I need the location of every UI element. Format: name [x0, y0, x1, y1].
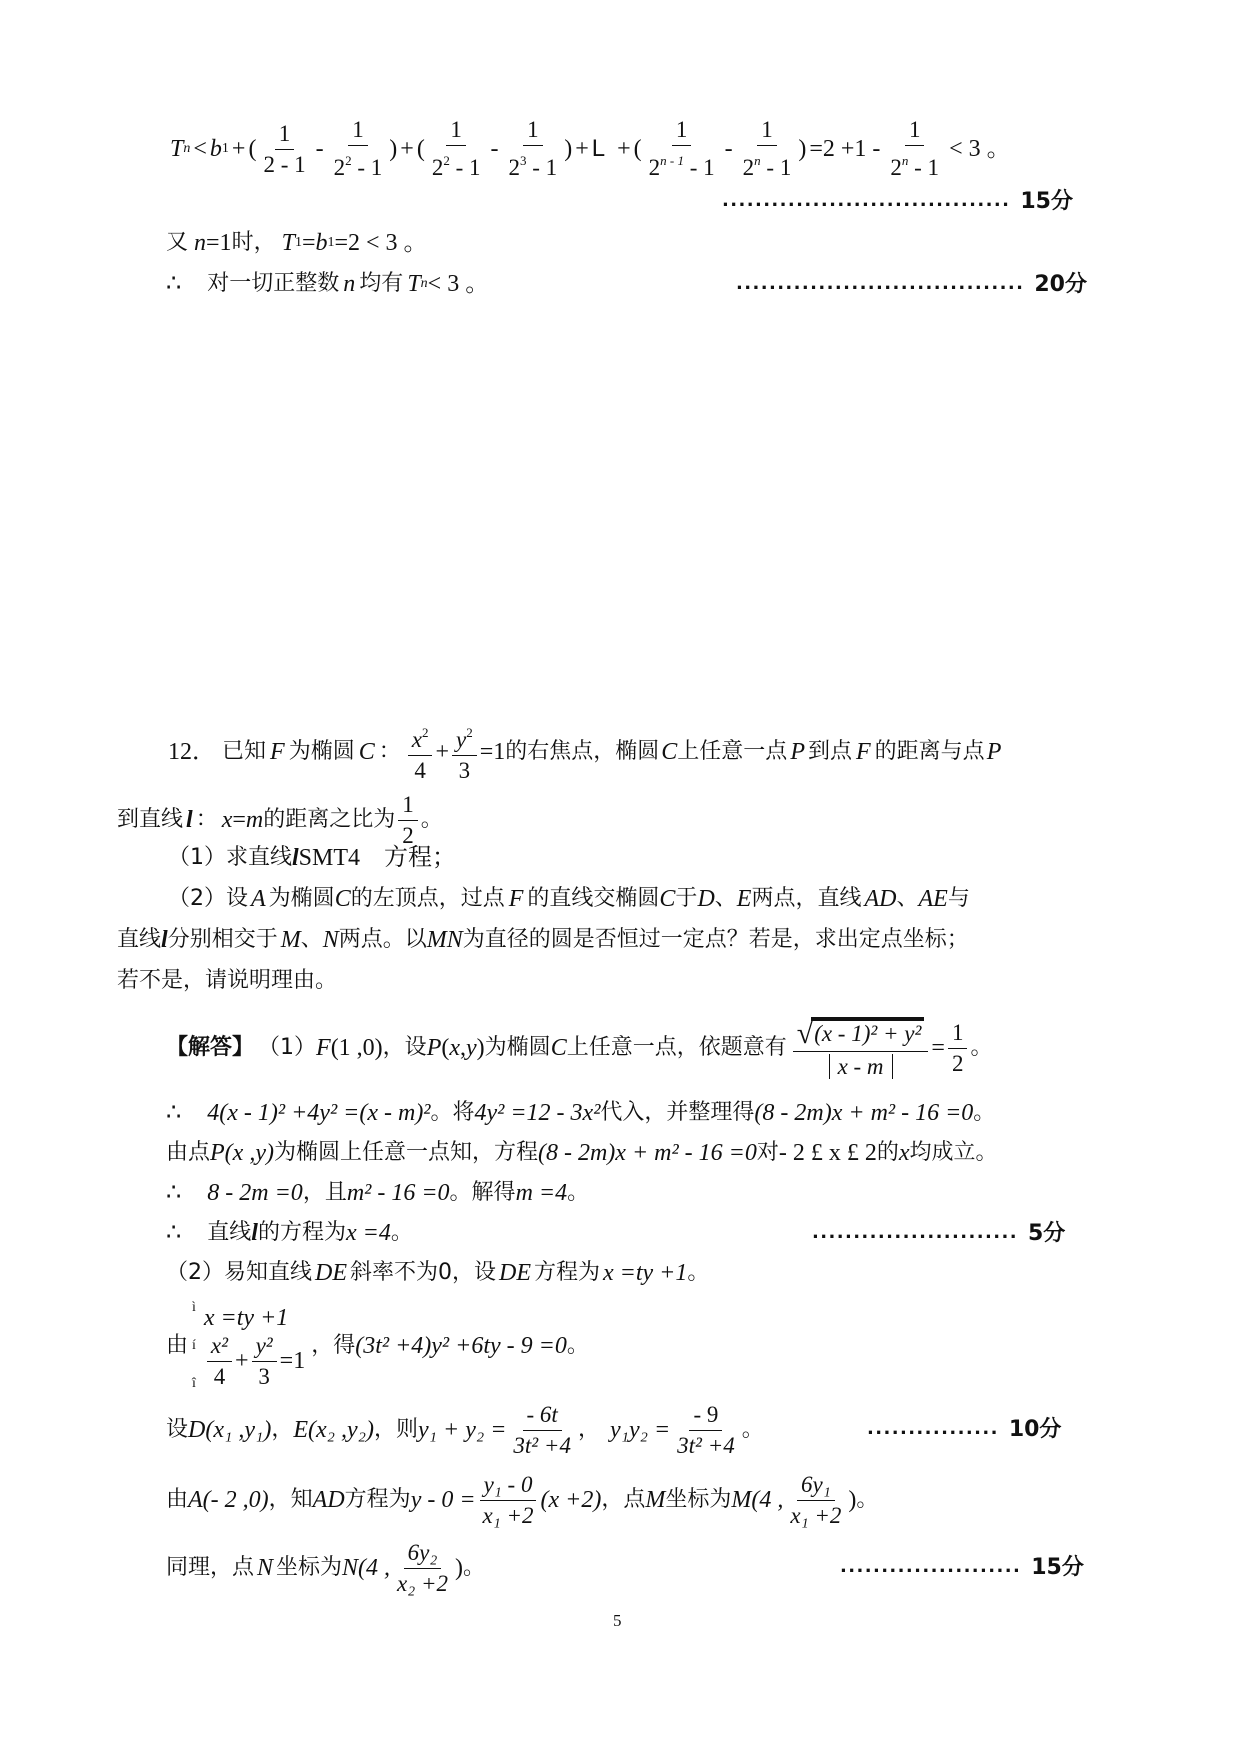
text: 为椭圆上任意一点知，方程 — [273, 1140, 538, 1165]
text: 两点，直线 — [751, 886, 862, 911]
range: - 2 £ x £ 2 — [778, 1140, 877, 1166]
b-symbol: b — [209, 136, 222, 162]
text: 、 — [714, 886, 737, 911]
distance-ratio-fraction — [793, 1017, 929, 1080]
text: 。解得 — [449, 1180, 516, 1205]
equation: x =ty +1 — [603, 1260, 688, 1286]
text: 由 — [166, 1333, 189, 1358]
text: 为椭圆 — [288, 739, 355, 764]
text: 已知 — [222, 739, 267, 764]
text: ： — [195, 807, 218, 832]
DE-symbol: DE — [499, 1260, 531, 1286]
text: 直线 — [207, 1220, 252, 1245]
fraction — [393, 1540, 452, 1597]
C-symbol: C — [358, 739, 375, 765]
denominator: x₁ +2 — [790, 1502, 842, 1528]
numerator: - 6t — [523, 1402, 562, 1431]
subscript: 1 — [327, 235, 335, 250]
equation: (8 - 2m)x + m² - 16 =0 — [754, 1100, 974, 1126]
equation: y₁ + y₂ = — [418, 1417, 507, 1443]
C-symbol: C — [334, 886, 351, 912]
text: 。 — [566, 1333, 589, 1358]
equation: =1 — [479, 739, 506, 765]
text: 。 — [970, 1035, 993, 1060]
denominator: 2 — [402, 822, 414, 848]
text: 到直线 — [117, 807, 184, 832]
score-label: 10分 — [1008, 1417, 1062, 1442]
E-symbol: E — [736, 886, 752, 912]
fraction — [428, 117, 485, 181]
denominator: $2^2 - 1$ — [431, 153, 481, 180]
C-symbol: C — [550, 1035, 567, 1061]
problem-12-line-1 — [168, 722, 1001, 782]
fraction — [330, 117, 387, 181]
C-symbol: C — [661, 739, 678, 765]
F-symbol: F — [316, 1035, 331, 1061]
text: 若不是，请说明理由。 — [117, 968, 338, 993]
text: 分别相交于 — [167, 927, 278, 952]
text: 。 — [420, 807, 443, 832]
subscript: 1 — [221, 141, 229, 156]
solution-part-2-line-1 — [166, 1258, 709, 1288]
text: 坐标为 — [665, 1487, 732, 1512]
equation: (3t² +4)y² +6ty - 9 =0 — [355, 1333, 567, 1359]
text: 的右焦点，椭圆 — [505, 739, 660, 764]
denominator: 3t² +4 — [513, 1432, 571, 1458]
fraction — [452, 720, 477, 784]
sqrt-icon: √ — [796, 1016, 814, 1050]
denominator: 3t² +4 — [677, 1432, 735, 1458]
A-point: A(- 2 ,0) — [188, 1487, 269, 1513]
inequality-line: T n < b 1 + ( $\frac{1}{2 - 1}$ - $\frac{1}{2^2 - 1}$ ) + ( $\frac{1}{2^2 - 1}$ - $\frac{1}{2^3 - 1}$ ) + L + ( $\frac{1}{2^{n - 1} - 1}$ - $\frac{1}{2^n - 1}$ ) =2 +1 - $\frac{1}{2^n - 1}$ < 3 。 — [170, 117, 1011, 180]
n-equals-1-line — [166, 228, 428, 258]
fraction — [673, 1402, 739, 1459]
C-symbol: C — [659, 886, 676, 912]
numerator: 6y₂ — [404, 1540, 442, 1569]
denominator: 2$^{n - 1}$ - 1 — [648, 153, 715, 180]
text: 。将 — [430, 1100, 475, 1125]
N-coordinate: N(4 , — [342, 1555, 391, 1581]
text: 到点 — [807, 739, 852, 764]
equation-system-line — [166, 1296, 589, 1396]
P-symbol: P — [426, 1035, 442, 1061]
numerator: 1 — [905, 117, 925, 146]
therefore-symbol: ∴ — [166, 1220, 182, 1246]
E-point: E(x₂ ,y₂) — [293, 1417, 374, 1443]
denominator: $2^3 - 1$ — [508, 153, 558, 180]
P-point: P(x ,y) — [210, 1140, 274, 1166]
score-label: 15分 — [1020, 189, 1073, 214]
vieta-line — [166, 1400, 764, 1460]
numerator: $y^2$ — [452, 720, 477, 756]
numerator: $x^2$ — [408, 720, 433, 756]
text: 的方程为 — [257, 1220, 346, 1245]
leader-dots: ...................... — [840, 1556, 1022, 1577]
part-2-question-line-3 — [117, 966, 337, 996]
text: ： — [378, 739, 401, 764]
fraction — [408, 720, 433, 784]
M-coordinate: M(4 , — [731, 1487, 784, 1513]
leader-dots: ......................... — [812, 1222, 1018, 1243]
absolute-value: x - m — [829, 1054, 893, 1079]
text: ，且 — [302, 1180, 347, 1205]
score-10 — [867, 1414, 1061, 1445]
equation: x =4 — [345, 1220, 391, 1246]
fraction — [786, 1472, 845, 1529]
solution-part-1-line-1: 【解答】 （1） F (1 ,0) ，设 P ( x , y ) 为椭圆 C 上任意一点，依题意有 √ (x - 1)² + y² x - m = $\frac{1}{2}$ 。 — [166, 1016, 993, 1079]
text: 由 — [166, 1487, 189, 1512]
denominator: 2 - 1 — [263, 151, 306, 177]
equation: (x +2) — [540, 1487, 602, 1513]
text: 。 — [973, 1100, 996, 1125]
therefore-symbol: ∴ — [166, 271, 182, 297]
text: 为直径的圆是否恒过一定点？若是，求出定点坐标； — [462, 927, 969, 952]
text: 坐标为 — [276, 1555, 343, 1580]
less-than: < — [193, 136, 207, 162]
coordinate: (1 ,0) — [330, 1035, 383, 1061]
numerator: 1 — [275, 121, 295, 150]
text: 对一切正整数 — [207, 271, 340, 296]
subscript: 1 — [294, 235, 302, 250]
l-symbol: l — [292, 845, 299, 871]
fraction — [252, 1333, 277, 1390]
text: 上任意一点，依题意有 — [566, 1035, 787, 1060]
point-N-line: 同理，点 N 坐标为 N(4 , $\frac{\text{6y₂}}{\text{x₂ +2}}$ ) 。 — [166, 1539, 486, 1596]
b-symbol: b — [315, 230, 328, 256]
text: 于 — [675, 886, 698, 911]
solution-line-4 — [166, 1178, 589, 1208]
point-M-line: 由 A(- 2 ,0) ，知 AD 方程为 y - 0 = $\frac{\text{y₁ - 0}}{\text{x₁ +2}}$ (x +2) ，点 M 坐标为 M(4 , $\frac{\text{6y₁}}{\text{x₁ +2}}$ ) 。 — [166, 1471, 879, 1528]
N-symbol: N — [322, 927, 339, 953]
text: ， — [577, 1417, 600, 1442]
fraction — [259, 121, 309, 178]
text: 上任意一点 — [677, 739, 788, 764]
text: 为椭圆 — [484, 1035, 551, 1060]
text: （2）易知直线 — [166, 1260, 312, 1285]
sqrt: √ (x - 1)² + y² — [797, 1017, 925, 1047]
M-symbol: M — [280, 927, 301, 953]
equals: = — [931, 1035, 945, 1061]
result-text: =2 +1 - — [809, 136, 881, 162]
conclusion-line — [166, 269, 489, 299]
text: ， — [271, 1417, 294, 1442]
equation: 4(x - 1)² +4y² =(x - m)² — [207, 1100, 431, 1126]
score-5 — [812, 1218, 1065, 1249]
text: ，得 — [311, 1333, 356, 1358]
equation: y - 0 = — [410, 1487, 476, 1513]
score-15 — [722, 186, 1073, 217]
equation: m =4 — [515, 1180, 568, 1206]
text: 方程为 — [344, 1487, 411, 1512]
numerator: 1 — [523, 117, 543, 146]
score-label: 5分 — [1027, 1221, 1066, 1246]
numerator: 1 — [672, 117, 692, 146]
fraction — [739, 117, 796, 181]
text: （1） — [258, 1035, 317, 1060]
l-symbol: l — [251, 1220, 258, 1246]
text: 。 — [390, 1220, 413, 1245]
part-1-question — [168, 843, 456, 873]
text: 。 — [741, 1417, 764, 1442]
T-symbol: T — [281, 230, 295, 256]
fraction — [398, 792, 418, 849]
F-symbol: F — [508, 886, 524, 912]
numerator: 1 — [446, 117, 466, 146]
text: 两点。以 — [338, 927, 427, 952]
n-symbol: n — [194, 230, 207, 256]
denominator: 3 — [258, 1363, 270, 1389]
leader-dots: ................ — [867, 1418, 999, 1439]
system-row-2 — [204, 1333, 305, 1390]
text: 的 — [876, 1140, 899, 1165]
equation: y₁y₂ = — [609, 1417, 671, 1443]
text: SMT4 方程； — [298, 845, 457, 871]
numerator: 1 — [348, 117, 368, 146]
text: 均有 — [359, 271, 404, 296]
text: 的距离之比为 — [263, 807, 396, 832]
m-symbol: m — [245, 807, 264, 833]
text: 时， — [231, 230, 276, 255]
score-20 — [736, 269, 1087, 300]
equation-system — [192, 1302, 305, 1390]
problem-number: 12． — [168, 739, 216, 765]
text: （1）求直线 — [168, 845, 292, 870]
numerator — [793, 1017, 929, 1052]
equation: (8 - 2m)x + m² - 16 =0 — [537, 1140, 757, 1166]
equation: 4y² =12 - 3x² — [474, 1100, 601, 1126]
denominator: 4 — [213, 1363, 226, 1389]
equation: 8 - 2m =0 — [207, 1180, 303, 1206]
denominator — [825, 1052, 897, 1080]
text: 。 — [687, 1260, 710, 1285]
leader-dots: ................................... — [736, 273, 1025, 294]
text: 方程为 — [534, 1260, 601, 1285]
numerator: 1 — [757, 117, 777, 146]
denominator: 2$^n$ - 1 — [890, 153, 940, 180]
score-label: 20分 — [1034, 272, 1087, 297]
therefore-symbol: ∴ — [166, 1180, 182, 1206]
text: （2）设 — [168, 886, 248, 911]
page-number: 5 — [613, 1611, 622, 1630]
fraction — [479, 1472, 538, 1529]
score-15-part2 — [840, 1552, 1084, 1583]
AD-symbol: AD — [864, 886, 897, 912]
solution-line-5 — [166, 1218, 413, 1248]
F-symbol: F — [270, 739, 285, 765]
fraction — [886, 117, 943, 181]
fraction — [505, 117, 562, 181]
MN-symbol: MN — [426, 927, 463, 953]
text: 同理，点 — [166, 1555, 255, 1580]
text: 又 — [166, 230, 189, 255]
text: 由点 — [166, 1140, 211, 1165]
denominator: 4 — [414, 758, 426, 783]
numerator: 1 — [948, 1020, 968, 1049]
P-symbol: P — [790, 739, 805, 765]
N-symbol: N — [257, 1555, 274, 1581]
x-symbol: x — [221, 807, 233, 833]
numerator: x² — [207, 1333, 232, 1362]
system-rows — [204, 1303, 305, 1390]
text: 。 — [567, 1180, 590, 1205]
equation: =1 — [279, 1348, 306, 1374]
AE-symbol: AE — [918, 886, 948, 912]
P-symbol: P — [986, 739, 1002, 765]
denominator: x₂ +2 — [397, 1570, 449, 1596]
numerator: y² — [252, 1333, 277, 1362]
plus: + — [231, 136, 246, 162]
numerator: y₁ - 0 — [480, 1472, 537, 1501]
numerator: 1 — [398, 792, 418, 821]
text: 均成立。 — [909, 1140, 998, 1165]
equation: =2 < 3 。 — [334, 230, 428, 256]
equation: =1 — [206, 230, 232, 256]
denominator: x₁ +2 — [482, 1502, 534, 1528]
denominator: 2 — [951, 1050, 964, 1076]
text: 、 — [300, 927, 323, 952]
text: 、 — [896, 886, 919, 911]
A-symbol: A — [251, 886, 266, 912]
plus: + — [235, 1348, 249, 1374]
T-symbol: T — [407, 271, 421, 297]
problem-12-line-2 — [117, 790, 443, 850]
text: 。 — [463, 1555, 486, 1580]
fraction — [948, 1020, 968, 1077]
text: 与 — [947, 886, 970, 911]
l-symbol: l — [161, 927, 168, 953]
plus: + — [435, 739, 449, 765]
text: ，设 — [382, 1035, 427, 1060]
leader-dots: ................................... — [722, 190, 1011, 211]
solution-header: 【解答】 — [166, 1035, 255, 1060]
text: 代入，并整理得 — [600, 1100, 755, 1125]
score-label: 15分 — [1031, 1555, 1084, 1580]
text: 。 — [856, 1487, 879, 1512]
equation: < 3 。 — [427, 271, 490, 297]
n-symbol: n — [343, 271, 356, 297]
equation: m² - 16 =0 — [346, 1180, 450, 1206]
denominator: 3 — [458, 758, 471, 783]
denominator: $2^2 - 1$ — [333, 153, 383, 180]
solution-line-3 — [166, 1138, 998, 1168]
F-symbol: F — [856, 739, 871, 765]
denominator: 2$^n$ - 1 — [742, 153, 792, 180]
equation: = — [232, 807, 246, 833]
l-symbol: l — [186, 807, 193, 833]
system-row-1: x =ty +1 — [203, 1304, 289, 1331]
fraction — [509, 1402, 575, 1459]
AD-symbol: AD — [312, 1487, 345, 1513]
text: 对 — [756, 1140, 779, 1165]
ellipsis-symbol: L — [591, 135, 606, 162]
fraction — [645, 117, 719, 181]
x-symbol: x — [898, 1140, 910, 1166]
text: 的距离与点 — [874, 739, 985, 764]
T-symbol: T — [170, 136, 184, 162]
subscript: n — [420, 276, 428, 291]
equation: = — [301, 230, 316, 256]
fraction — [207, 1333, 232, 1390]
numerator: 6y₁ — [797, 1472, 835, 1501]
solution-line-2 — [166, 1098, 995, 1128]
subscript: n — [183, 141, 191, 156]
therefore-symbol: ∴ — [166, 1100, 182, 1126]
D-point: D(x₁ ,y₁) — [188, 1417, 272, 1443]
brace-icon: ì í î — [192, 1300, 196, 1391]
text: 的左顶点，过点 — [350, 886, 505, 911]
text: ，点 — [601, 1487, 646, 1512]
text: 斜率不为0，设 — [350, 1260, 496, 1285]
text: 的直线交椭圆 — [527, 886, 660, 911]
numerator: - 9 — [689, 1402, 722, 1431]
part-2-question-line-1 — [168, 884, 970, 914]
text: 设 — [166, 1417, 189, 1442]
text: 直线 — [117, 927, 162, 952]
text: 为椭圆 — [268, 886, 335, 911]
M-symbol: M — [645, 1487, 666, 1513]
text: ，知 — [268, 1487, 313, 1512]
DE-symbol: DE — [315, 1260, 347, 1286]
tail-text: < 3 。 — [949, 136, 1011, 162]
D-symbol: D — [697, 886, 715, 912]
part-2-question-line-2 — [117, 925, 969, 955]
text: ，则 — [373, 1417, 418, 1442]
